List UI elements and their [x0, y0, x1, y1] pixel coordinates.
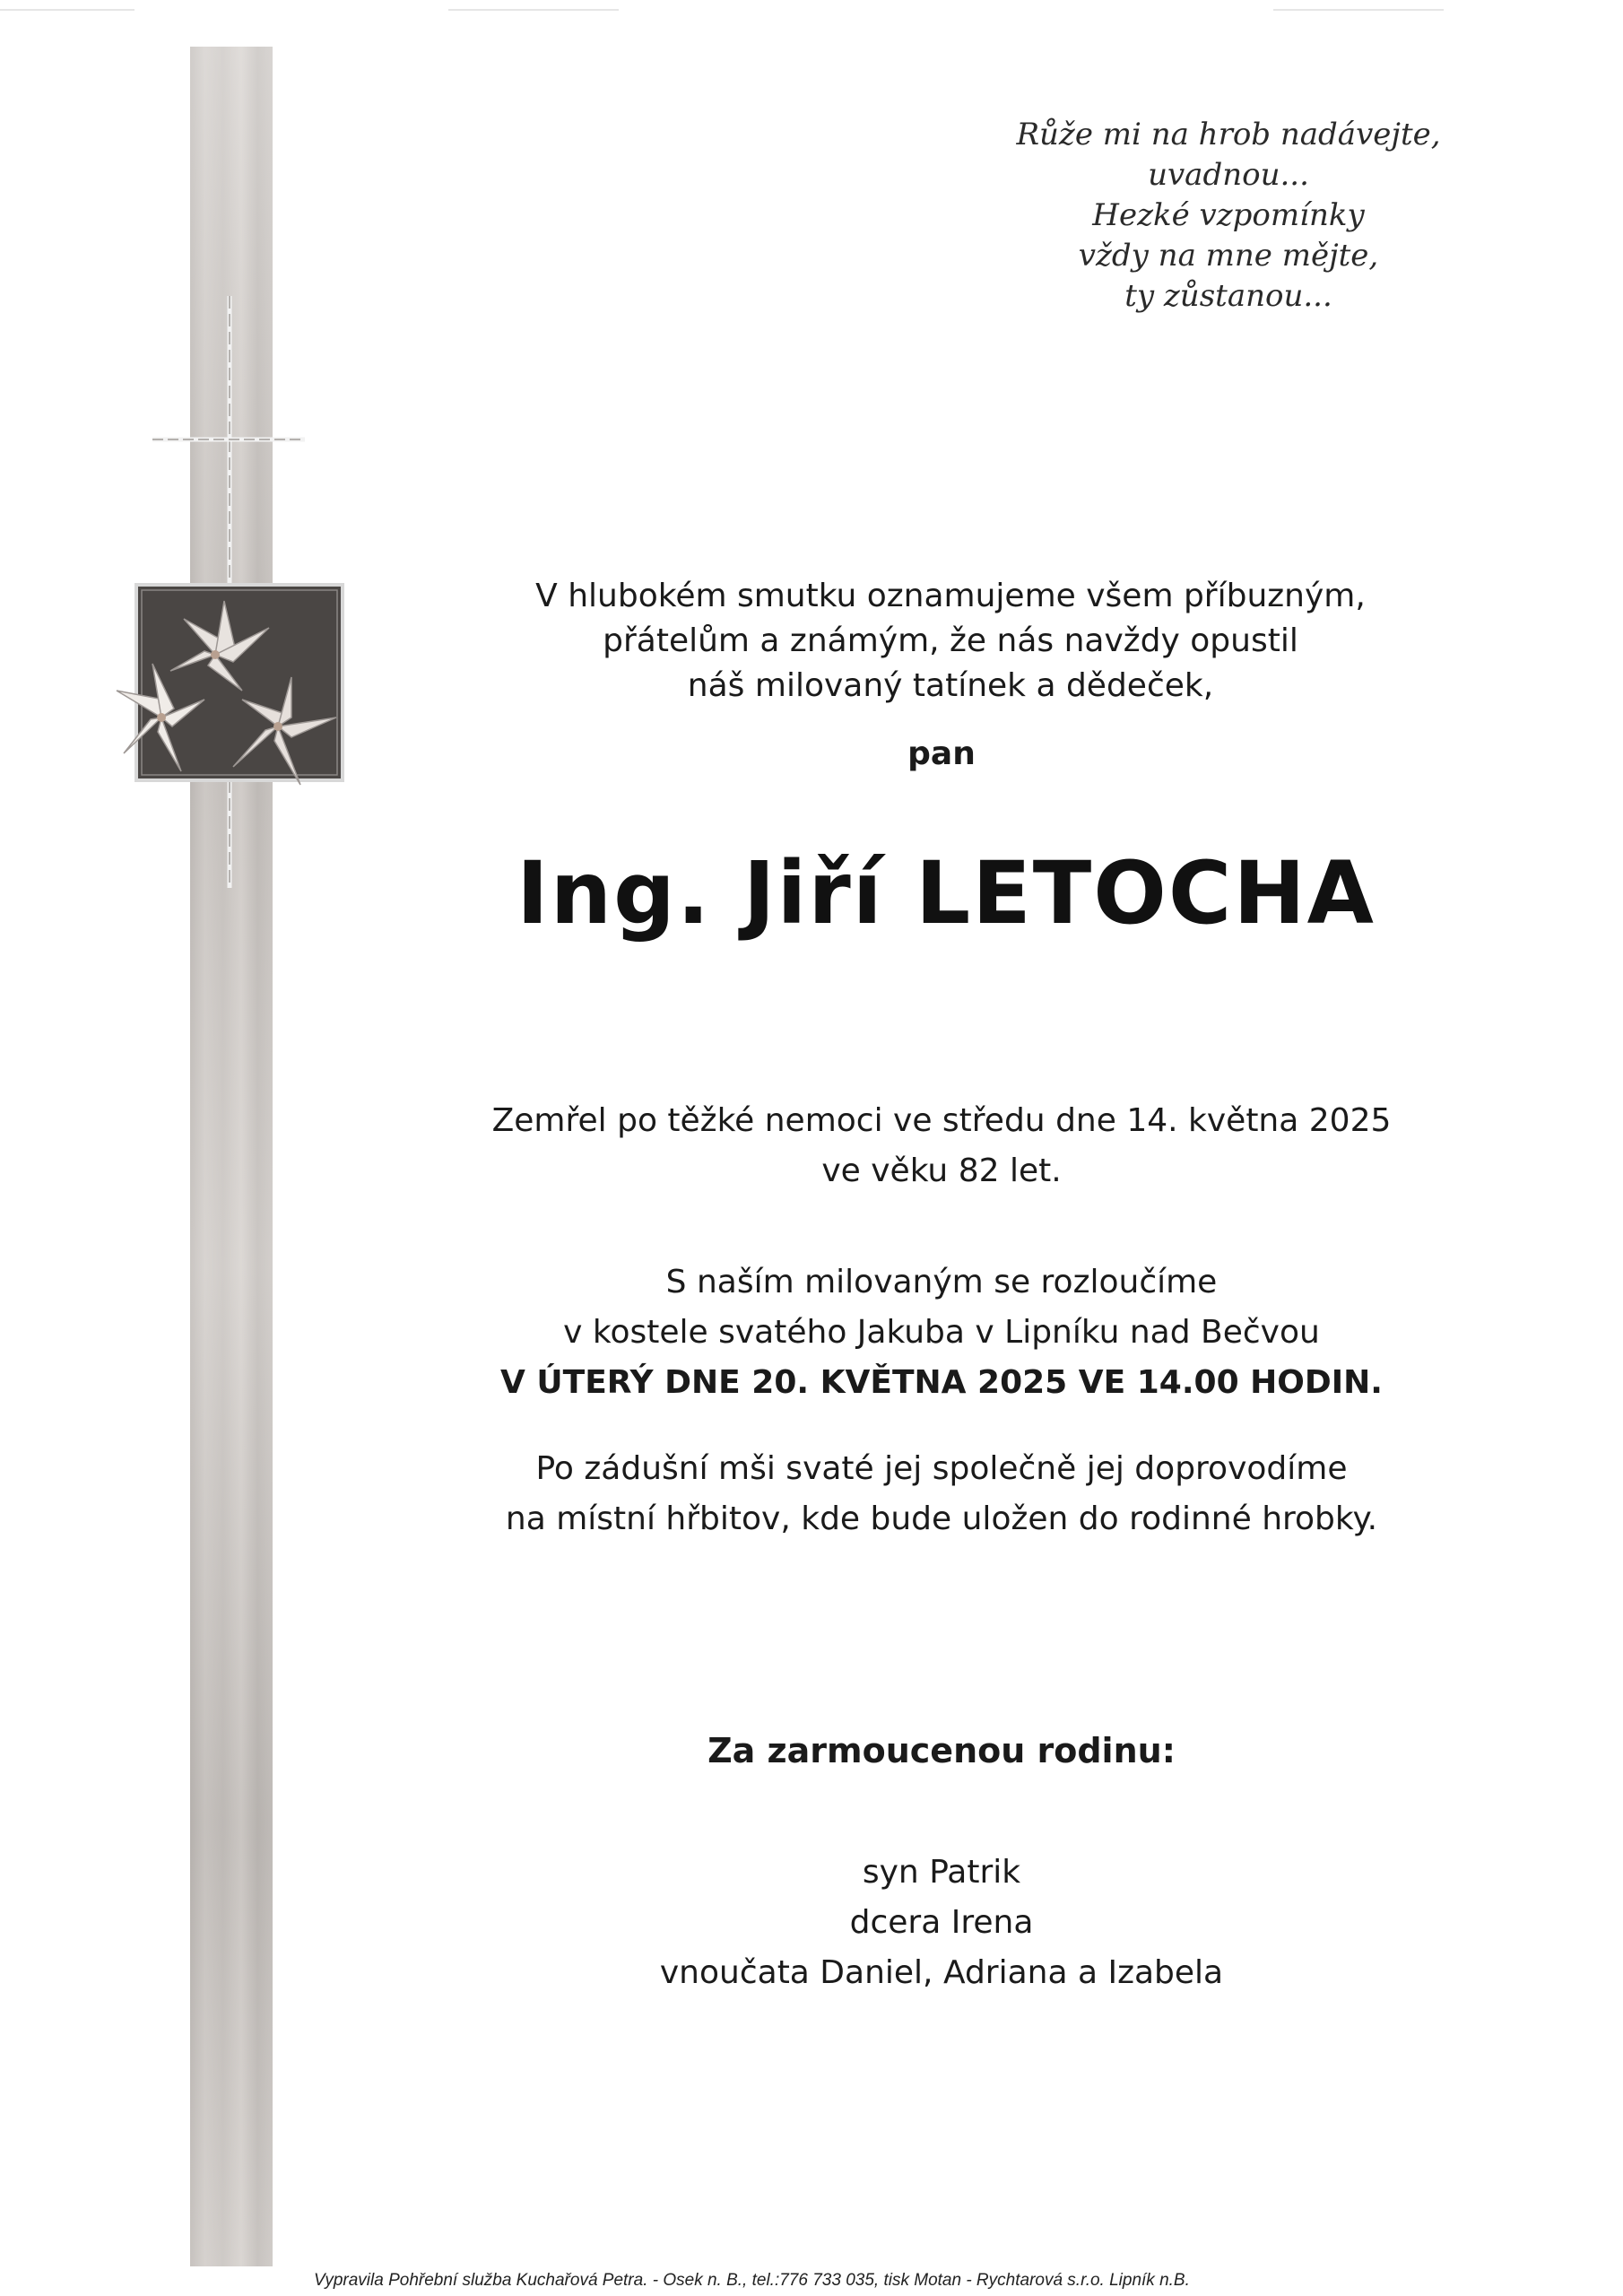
death-line: ve věku 82 let.: [821, 1152, 1062, 1189]
deceased-name: Ing. Jiří LETOCHA: [516, 843, 1376, 944]
poem-line: vždy na mne mějte,: [1078, 238, 1379, 274]
poem-line: Růže mi na hrob nadávejte,: [1016, 117, 1441, 152]
scan-edge: [1273, 9, 1444, 11]
poem-line: Hezké vzpomínky: [1092, 197, 1365, 233]
lily-flowers-icon: [99, 565, 368, 816]
scan-edge: [448, 9, 619, 11]
farewell-line: S naším milovaným se rozloučíme: [665, 1264, 1218, 1300]
family-member: dcera Irena: [849, 1904, 1034, 1941]
burial-line: Po zádušní mši svaté jej společně jej doprovodíme: [535, 1450, 1348, 1487]
farewell-time: V ÚTERÝ DNE 20. KVĚTNA 2025 VE 14.00 HODIN.: [500, 1364, 1383, 1401]
salutation: pan: [907, 735, 976, 772]
poem: [986, 115, 1471, 317]
family-member: syn Patrik: [862, 1854, 1021, 1891]
farewell-line: v kostele svatého Jakuba v Lipníku nad Bečvou: [563, 1314, 1320, 1351]
burial-line: na místní hřbitov, kde bude uložen do rodinné hrobky.: [505, 1500, 1378, 1537]
burial-details: [466, 1444, 1417, 1544]
death-line: Zemřel po těžké nemoci ve středu dne 14. května 2025: [491, 1102, 1392, 1139]
poem-line: uvadnou...: [1148, 157, 1309, 193]
announcement-intro: [502, 574, 1399, 709]
intro-line: V hlubokém smutku oznamujeme všem příbuzným,: [535, 578, 1366, 614]
family-member: vnoučata Daniel, Adriana a Izabela: [659, 1954, 1224, 1991]
farewell-details: [466, 1257, 1417, 1408]
death-details: [466, 1096, 1417, 1196]
funeral-service-footer: Vypravila Pohřební služba Kuchařová Petra. - Osek n. B., tel.:776 733 035, tisk Motan - Rychtarová s.r.o. Lipník n.B.: [314, 2271, 1190, 2290]
family-heading: Za zarmoucenou rodinu:: [707, 1731, 1176, 1770]
family-members: [556, 1848, 1327, 1998]
poem-line: ty zůstanou...: [1124, 278, 1332, 314]
scan-edge: [0, 9, 135, 11]
intro-line: přátelům a známým, že nás navždy opustil: [603, 622, 1298, 659]
intro-line: náš milovaný tatínek a dědeček,: [687, 667, 1214, 704]
